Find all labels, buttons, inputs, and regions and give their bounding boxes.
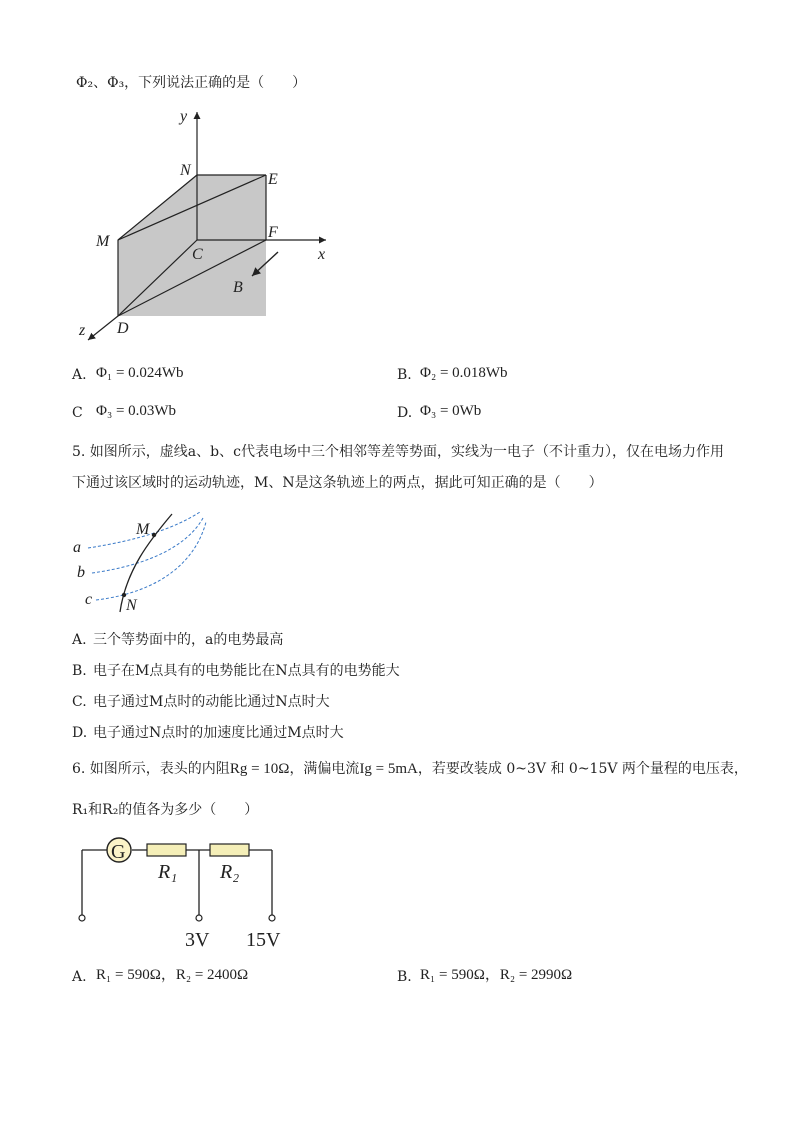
q6-stem-line2: R₁和R₂的值各为多少（ ） bbox=[72, 802, 259, 818]
label-15v: 15V bbox=[246, 929, 281, 951]
q6-rg-value: Rg = 10Ω bbox=[229, 761, 290, 777]
label-eq-c: c bbox=[85, 591, 93, 608]
q4-option-c-text: Φ₃ = 0.03Wb bbox=[96, 403, 177, 419]
q6-stem-part2: ，满偏电流 bbox=[289, 761, 360, 777]
q5-option-a-text: 三个等势面中的，a的电势最高 bbox=[93, 632, 284, 648]
label-eq-a: a bbox=[73, 539, 81, 556]
q5-option-d-label: D. bbox=[72, 725, 88, 741]
terminal-3v bbox=[196, 915, 202, 921]
label-C: C bbox=[192, 246, 203, 263]
label-3v: 3V bbox=[185, 929, 210, 951]
label-x: x bbox=[318, 246, 326, 263]
q6-stem-part1: 6. 如图所示，表头的内阻 bbox=[72, 761, 230, 777]
q5-option-b-text: 电子在M点具有的电势能比在N点具有的电势能大 bbox=[93, 663, 400, 679]
q4-option-b-label: B. bbox=[397, 367, 412, 383]
q4-stem-tail: Φ₂、Φ₃，下列说法正确的是（ ） bbox=[76, 75, 307, 91]
label-N: N bbox=[126, 597, 137, 614]
label-D: D bbox=[117, 320, 129, 337]
q6-ig-value: Ig = 5mA bbox=[359, 761, 418, 777]
label-F: F bbox=[268, 224, 278, 241]
q4-option-a-label: A. bbox=[72, 367, 87, 383]
label-y: y bbox=[180, 108, 188, 125]
galvanometer-label: G bbox=[111, 841, 126, 863]
label-z: z bbox=[79, 322, 86, 339]
label-E: E bbox=[268, 171, 278, 188]
resistor-r1 bbox=[147, 844, 186, 856]
label-B: B bbox=[233, 279, 243, 296]
resistor-r2 bbox=[210, 844, 249, 856]
q4-option-d-label: D. bbox=[397, 405, 413, 421]
q5-option-d-text: 电子通过N点时的加速度比通过M点时大 bbox=[93, 725, 344, 741]
q5-stem-line1: 5. 如图所示，虚线a、b、c代表电场中三个相邻等差等势面，实线为一电子（不计重力），仅在电场力作用 bbox=[72, 444, 724, 460]
q6-option-b-label: B. bbox=[397, 969, 412, 985]
terminal-common bbox=[79, 915, 85, 921]
q4-option-d-text: Φ₃ = 0Wb bbox=[420, 403, 482, 419]
label-eq-b: b bbox=[77, 564, 85, 581]
q5-option-a-label: A. bbox=[72, 632, 87, 648]
q5-option-c-text: 电子通过M点时的动能比通过N点时大 bbox=[93, 694, 330, 710]
label-r2: R₂ bbox=[220, 861, 240, 883]
q6-option-b-text: R₁ = 590Ω，R₂ = 2990Ω bbox=[420, 967, 573, 983]
q6-option-a-text: R₁ = 590Ω，R₂ = 2400Ω bbox=[96, 967, 249, 983]
q4-option-c-label: C bbox=[72, 405, 83, 421]
label-N: N bbox=[180, 162, 191, 179]
q4-option-b-text: Φ₂ = 0.018Wb bbox=[420, 365, 508, 381]
q5-option-c-label: C. bbox=[72, 694, 87, 710]
label-r1: R₁ bbox=[158, 861, 178, 883]
q6-stem-part3: ，若要改装成 0~3V 和 0~15V 两个量程的电压表， bbox=[417, 761, 748, 777]
terminal-15v bbox=[269, 915, 275, 921]
label-M: M bbox=[96, 233, 110, 250]
q5-stem-line2: 下通过该区域时的运动轨迹，M、N是这条轨迹上的两点，据此可知正确的是（ ） bbox=[72, 475, 603, 491]
q5-option-b-label: B. bbox=[72, 663, 87, 679]
q4-option-a-text: Φ₁ = 0.024Wb bbox=[96, 365, 184, 381]
q6-option-a-label: A. bbox=[72, 969, 87, 985]
label-M: M bbox=[136, 521, 150, 538]
